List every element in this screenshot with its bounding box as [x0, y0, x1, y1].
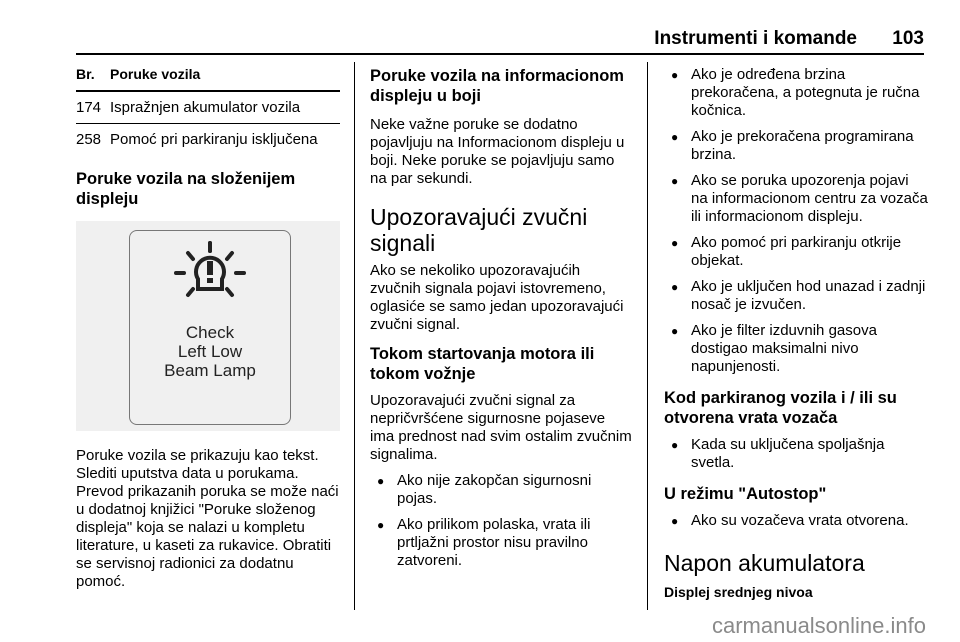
- list-item: [664, 436, 928, 472]
- subsection-heading: Displej srednjeg nivoa: [664, 584, 813, 600]
- display-message: [130, 323, 290, 380]
- list-item-text: Ako se poruka upozorenja pojavi na informacionom centru za vozača ili informacionom displeju.: [691, 172, 928, 225]
- display-line: Check: [185, 323, 235, 342]
- list-item-text: Ako prilikom polaska, vrata ili prtljažni prostor nisu pravilno zatvoreni.: [397, 516, 591, 569]
- section-heading: U režimu "Autostop": [664, 485, 827, 503]
- table-cell-number: 258: [76, 131, 102, 148]
- bullet-icon: ●: [377, 518, 385, 532]
- bullet-icon: ●: [671, 68, 679, 82]
- bullet-icon: ●: [671, 130, 679, 144]
- column-2: [370, 66, 632, 570]
- display-line: Beam Lamp: [164, 361, 256, 380]
- page-number: 103: [892, 28, 924, 49]
- section-heading: Kod parkiranog vozila i / ili su otvorena vrata vozača: [664, 389, 897, 427]
- body-paragraph: Poruke vozila se prikazuju kao tekst. Slediti uputstva data u porukama. Prevod prikazanih poruka se može naći u dodatnoj knjižici "Poruke složenog displeja" koja se nalazi u kompletu literature, u kaseti za rukavice. Obratiti se servisnoj radionici za dodatnu pomoć.: [76, 447, 339, 590]
- bullet-icon: ●: [671, 174, 679, 188]
- list-item: [664, 278, 928, 314]
- table-header-row: [76, 66, 340, 92]
- list-item-text: Ako je prekoračena programirana brzina.: [691, 128, 914, 163]
- running-header-title: Instrumenti i komande: [654, 28, 857, 49]
- table-cell-message: Pomoć pri parkiranju isključena: [110, 131, 318, 148]
- list-item: [664, 66, 928, 120]
- list-item-text: Ako su vozačeva vrata otvorena.: [691, 512, 909, 529]
- table-header-message: Poruke vozila: [110, 66, 201, 82]
- body-paragraph: Upozoravajući zvučni signal za nepričvršćene sigurnosne pojaseve ima prednost nad svim ostalim zvučnim signalima.: [370, 392, 632, 463]
- message-table: [76, 66, 340, 155]
- list-item-text: Ako je određena brzina prekoračena, a potegnuta je ručna kočnica.: [691, 66, 920, 119]
- list-item-text: Kada su uključena spoljašnja svetla.: [691, 436, 885, 471]
- list-item: [664, 512, 928, 530]
- header-rule: [76, 53, 924, 55]
- section-heading: Tokom startovanja motora ili tokom vožnje: [370, 345, 595, 383]
- section-heading: Poruke vozila na informacionom displeju u boji: [370, 67, 624, 105]
- watermark: carmanualsonline.info: [711, 613, 926, 638]
- column-3: [664, 66, 928, 602]
- bullet-icon: ●: [671, 236, 679, 250]
- list-item-text: Ako pomoć pri parkiranju otkrije objekat.: [691, 234, 902, 269]
- column-1: [76, 66, 340, 591]
- bullet-icon: ●: [671, 514, 679, 528]
- chapter-heading: Napon akumulatora: [664, 550, 865, 576]
- table-cell-number: 174: [76, 99, 102, 116]
- display-illustration: [76, 221, 340, 431]
- list-item: [370, 516, 632, 570]
- table-row: [76, 124, 340, 155]
- list-item: [370, 472, 632, 508]
- list-item-text: Ako je filter izduvnih gasova dostigao maksimalni nivo napunjenosti.: [691, 322, 877, 375]
- bullet-icon: ●: [377, 474, 385, 488]
- list-item-text: Ako nije zakopčan sigurnosni pojas.: [397, 472, 592, 507]
- list-item: [664, 234, 928, 270]
- column-divider-1: [354, 62, 355, 610]
- table-cell-message: Ispražnjen akumulator vozila: [110, 99, 301, 116]
- list-item: [664, 128, 928, 164]
- table-row: [76, 92, 340, 124]
- body-paragraph: Neke važne poruke se dodatno pojavljuju na Informacionom displeju u boji. Neke poruke se pojavljuju samo na par sekundi.: [370, 116, 625, 187]
- lamp-warning-icon: [130, 231, 290, 321]
- display-screen: [129, 230, 291, 425]
- table-header-number: Br.: [76, 66, 95, 82]
- chapter-heading: Upozoravajući zvučni signali: [370, 204, 588, 256]
- bullet-icon: ●: [671, 324, 679, 338]
- bullet-icon: ●: [671, 280, 679, 294]
- list-item: [664, 172, 928, 226]
- bullet-icon: ●: [671, 438, 679, 452]
- section-heading: Poruke vozila na složenijem displeju: [76, 170, 296, 208]
- display-line: Left Low: [177, 342, 243, 361]
- body-paragraph: Ako se nekoliko upozoravajućih zvučnih signala pojavi istovremeno, oglasiće se samo jedan upozoravajući zvučni signal.: [370, 262, 624, 333]
- list-item-text: Ako je uključen hod unazad i zadnji nosač je izvučen.: [691, 278, 926, 313]
- column-divider-2: [647, 62, 648, 610]
- list-item: [664, 322, 928, 376]
